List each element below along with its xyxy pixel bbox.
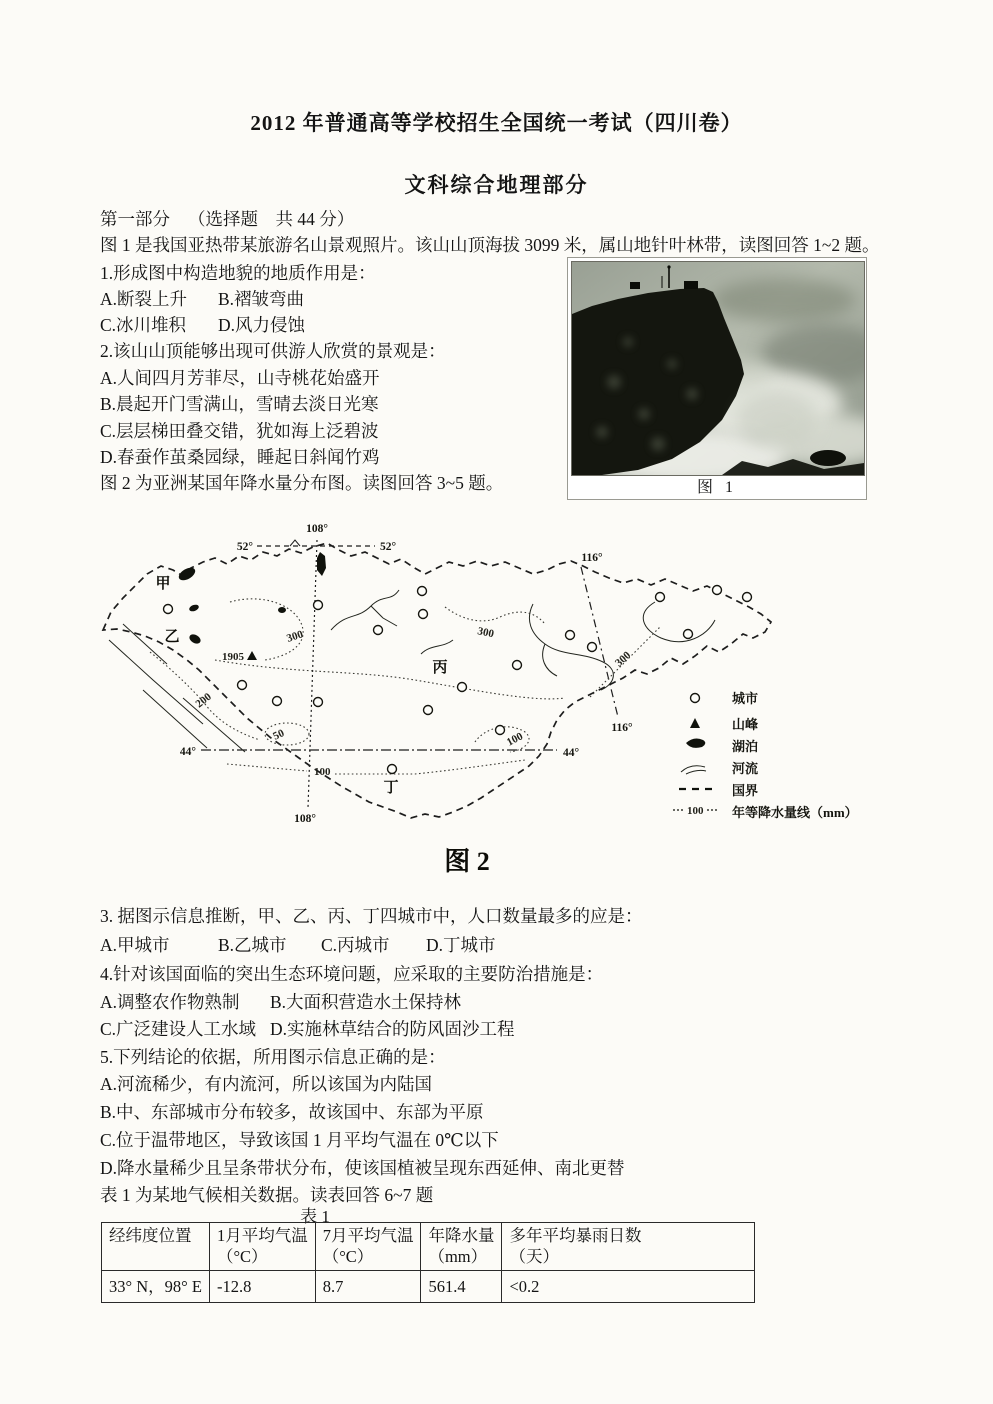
figure1-photo [567, 257, 867, 500]
q2-stem: 2.该山山顶能够出现可供游人欣赏的景观是： [100, 341, 446, 361]
cell-jul-temp: 8.7 [315, 1270, 421, 1302]
city-marker [164, 605, 173, 614]
mountain-photo-image [571, 261, 865, 476]
city-marker [458, 683, 467, 692]
city-marker [588, 643, 597, 652]
q2-option-a: A.人间四月芳菲尽，山寺桃花始盛开 [100, 368, 380, 388]
cell-precip: 561.4 [421, 1270, 502, 1302]
legend-isoline-value: 100 [687, 805, 704, 817]
figure2-map [95, 512, 895, 884]
meridian-108-bottom-label: 108° [294, 813, 316, 825]
table1-caption: 表 1 [300, 1207, 330, 1226]
page-subtitle: 文科综合地理部分 [404, 173, 589, 197]
city-label-yi: 乙 [164, 629, 180, 645]
legend-lake-label: 湖泊 [732, 739, 759, 754]
intro-q1-2: 图 1 是我国亚热带某旅游名山景观照片。该山山顶海拔 3099 米，属山地针叶林带，读图回答 1~2 题。 [100, 235, 880, 255]
legend-peak-label: 山峰 [732, 717, 759, 732]
city-marker [743, 593, 752, 602]
legend-lake-icon [686, 739, 705, 748]
isoline-300-label-center: 300 [476, 625, 496, 641]
legend-river-icon [681, 766, 706, 774]
parallel-52-right-label: 52° [380, 541, 397, 553]
city-marker [684, 630, 693, 639]
q4-options-row1 [100, 992, 461, 1013]
city-label-ding: 丁 [383, 780, 399, 796]
city-markers [164, 586, 752, 774]
col-header-storm-days: 多年平均暴雨日数 （天） [502, 1223, 755, 1271]
q5-option-a: A.河流稀少，有内流河，所以该国为内陆国 [100, 1074, 433, 1094]
city-marker [418, 587, 427, 596]
intro-q3-5: 图 2 为亚洲某国年降水量分布图。读图回答 3~5 题。 [100, 473, 504, 493]
legend-river-label: 河流 [732, 761, 759, 776]
q3-option-c: C.丙城市 [321, 935, 390, 955]
cell-storm-days: <0.2 [502, 1270, 755, 1302]
city-marker [513, 661, 522, 670]
peak-marker [222, 651, 257, 663]
cell-jan-temp: -12.8 [209, 1270, 315, 1302]
q1-option-c: C.冰川堆积 [100, 315, 187, 335]
map-legend [673, 691, 858, 820]
section-heading [100, 209, 354, 230]
legend-peak-icon [690, 718, 700, 728]
q2-option-d: D.春蚕作茧桑园绿，睡起日斜闻竹鸡 [100, 447, 380, 467]
legend-city-label: 城市 [732, 691, 759, 706]
city-marker [314, 601, 323, 610]
isolines [150, 599, 660, 778]
q4-option-a: A.调整农作物熟制 [100, 992, 240, 1012]
q3-option-b: B.乙城市 [218, 935, 287, 955]
parallel-52-left-label: 52° [236, 541, 253, 553]
q3-option-d: D.丁城市 [426, 935, 496, 955]
isoline-300-label-nw: 300 [285, 628, 305, 645]
q5-option-c: C.位于温带地区，导致该国 1 月平均气温在 0℃以下 [100, 1130, 499, 1150]
q2-option-b: B.晨起开门雪满山，雪晴去淡日光寒 [100, 394, 379, 414]
q1-options-row2 [100, 315, 305, 336]
precipitation-map [95, 512, 895, 884]
q1-option-b: B.褶皱弯曲 [218, 289, 305, 309]
q4-stem: 4.针对该国面临的突出生态环境问题，应采取的主要防治措施是： [100, 964, 604, 984]
city-marker [656, 593, 665, 602]
q4-option-b: B.大面积营造水土保持林 [270, 992, 462, 1012]
meridian-108-top-label: 108° [306, 523, 328, 535]
col-header-jan-temp: 1月平均气温 （°C） [209, 1223, 315, 1271]
section-part: 第一部分 [100, 209, 170, 229]
col-header-precip: 年降水量 （mm） [421, 1223, 502, 1271]
q2-option-c: C.层层梯田叠交错，犹如海上泛碧波 [100, 421, 379, 441]
figure2-caption: 图 2 [444, 847, 490, 876]
city-marker [314, 698, 323, 707]
climate-data-table [101, 1222, 755, 1303]
city-marker [424, 706, 433, 715]
cell-location: 33° N，98° E [102, 1270, 210, 1302]
legend-city-icon [691, 694, 700, 703]
q3-options [100, 935, 496, 956]
q5-stem: 5.下列结论的依据，所用图示信息正确的是： [100, 1047, 446, 1067]
legend-isoline-icon [673, 805, 719, 817]
national-border [103, 543, 771, 818]
city-marker [374, 626, 383, 635]
city-label-bing: 丙 [432, 660, 448, 676]
city-label-jia: 甲 [155, 576, 171, 592]
table-header-row [102, 1223, 755, 1271]
parallel-44-left-label: 44° [179, 746, 196, 758]
q1-options-row1 [100, 289, 304, 310]
city-marker [566, 631, 575, 640]
isoline-300-label-east: 300 [612, 649, 634, 670]
figure1-caption: 图 1 [696, 479, 737, 496]
graticule [180, 523, 633, 825]
q1-stem: 1.形成图中构造地貌的地质作用是： [100, 263, 376, 283]
city-marker [496, 726, 505, 735]
isoline-50-label: 50 [271, 727, 287, 743]
city-marker [388, 765, 397, 774]
q1-option-a: A.断裂上升 [100, 289, 188, 309]
city-marker [238, 681, 247, 690]
intro-q6-7: 表 1 为某地气候相关数据。读表回答 6~7 题 [100, 1185, 434, 1205]
legend-isoline-label: 年等降水量线（mm） [732, 805, 858, 820]
page-title: 2012 年普通高等学校招生全国统一考试（四川卷） [250, 111, 743, 135]
meridian-116-top-label: 116° [581, 552, 603, 564]
q3-stem: 3. 据图示信息推断，甲、乙、丙、丁四城市中，人口数量最多的应是： [100, 906, 643, 926]
table-data-row [102, 1270, 755, 1302]
q4-option-c: C.广泛建设人工水域 [100, 1019, 257, 1039]
q1-option-d: D.风力侵蚀 [218, 315, 306, 335]
isoline-100-label-se: 100 [504, 730, 525, 749]
q3-option-a: A.甲城市 [100, 935, 170, 955]
city-marker [273, 697, 282, 706]
legend-border-label: 国界 [732, 783, 759, 798]
col-header-location: 经纬度位置 [102, 1223, 210, 1271]
q4-options-row2 [100, 1019, 515, 1040]
section-detail: （选择题 共 44 分） [188, 209, 355, 229]
q5-option-d: D.降水量稀少且呈条带状分布，使该国植被呈现东西延伸、南北更替 [100, 1158, 625, 1178]
q5-option-b: B.中、东部城市分布较多，故该国中、东部为平原 [100, 1102, 484, 1122]
meridian-116-bottom-label: 116° [611, 722, 633, 734]
city-marker [419, 610, 428, 619]
isoline-100-label-south: 100 [314, 766, 331, 778]
col-header-jul-temp: 7月平均气温 （°C） [315, 1223, 421, 1271]
parallel-44-right-label: 44° [563, 747, 580, 759]
peak-elevation-label: 1905 [222, 651, 244, 663]
isoline-200-label: 200 [193, 690, 214, 711]
q4-option-d: D.实施林草结合的防风固沙工程 [270, 1019, 515, 1039]
city-marker [713, 586, 722, 595]
